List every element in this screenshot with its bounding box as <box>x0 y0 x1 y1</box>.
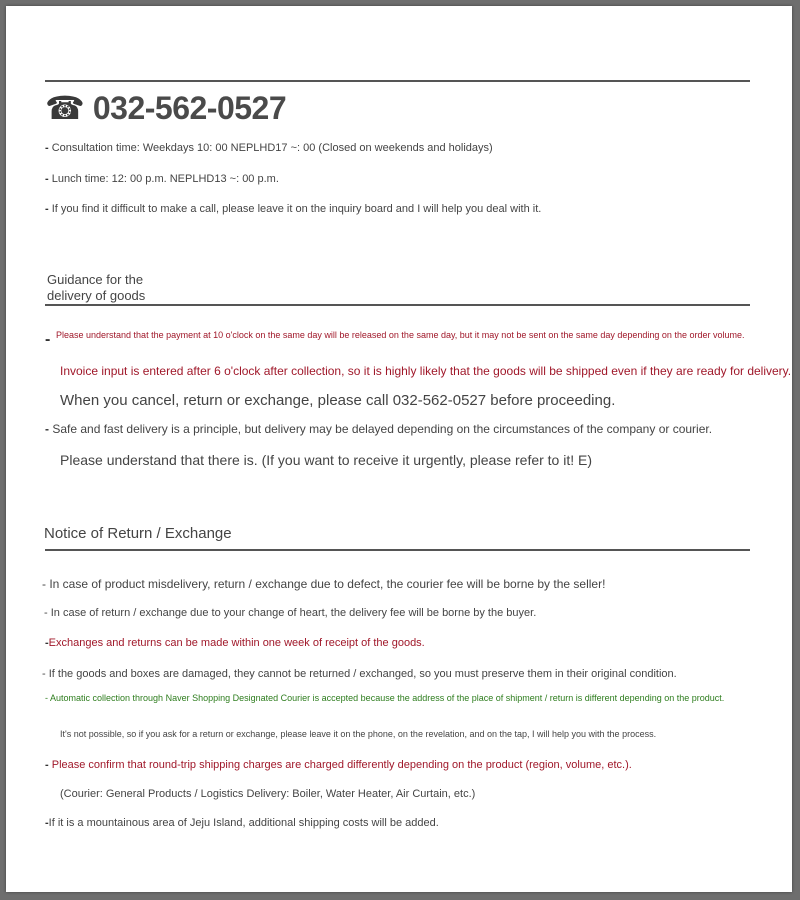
section-divider <box>45 304 750 306</box>
delivery-heading: Guidance for the delivery of goods <box>47 272 146 303</box>
returns-item: -If it is a mountainous area of Jeju Island, additional shipping costs will be added. <box>45 817 439 829</box>
section-divider <box>45 549 750 551</box>
returns-item: - Automatic collection through Naver Shopping Designated Courier is accepted because the address of the place of shipment / return is different depending on the product. <box>45 693 725 703</box>
delivery-item: When you cancel, return or exchange, please call 032-562-0527 before proceeding. <box>60 392 616 409</box>
returns-item: It's not possible, so if you ask for a return or exchange, please leave it on the phone, on the revelation, and on the tap, I will help you with the process. <box>60 729 657 739</box>
phone-number[interactable]: 032-562-0527 <box>92 89 287 126</box>
returns-item: - If the goods and boxes are damaged, they cannot be returned / exchanged, so you must preserve them in their original condition. <box>42 668 677 680</box>
delivery-item: Please understand that there is. (If you want to receive it urgently, please refer to it! E) <box>60 452 593 468</box>
returns-item: -Exchanges and returns can be made within one week of receipt of the goods. <box>45 637 425 649</box>
returns-heading: Notice of Return / Exchange <box>44 525 232 542</box>
phone-row <box>45 88 286 128</box>
contact-line: - If you find it difficult to make a call, please leave it on the inquiry board and I will help you deal with it. <box>45 203 542 215</box>
phone-icon: ☎ <box>45 89 85 127</box>
section-divider <box>45 80 750 82</box>
delivery-item: - Please understand that the payment at 10 o'clock on the same day will be released on the same day, but it may not be sent on the same day depending on the order volume. <box>45 330 745 348</box>
contact-line: - Lunch time: 12: 00 p.m. NEPLHD13 ~: 00 p.m. <box>45 173 279 185</box>
returns-item: (Courier: General Products / Logistics Delivery: Boiler, Water Heater, Air Curtain, etc.) <box>60 788 476 800</box>
contact-line: - Consultation time: Weekdays 10: 00 NEPLHD17 ~: 00 (Closed on weekends and holidays) <box>45 142 493 154</box>
returns-item: - In case of product misdelivery, return / exchange due to defect, the courier fee will be borne by the seller! <box>42 577 606 591</box>
returns-item: - In case of return / exchange due to your change of heart, the delivery fee will be borne by the buyer. <box>44 607 537 619</box>
delivery-item: - Safe and fast delivery is a principle, but delivery may be delayed depending on the circumstances of the company or courier. <box>45 422 713 436</box>
returns-item: - Please confirm that round-trip shipping charges are charged differently depending on the product (region, volume, etc.). <box>45 759 632 771</box>
delivery-item: Invoice input is entered after 6 o'clock after collection, so it is highly likely that the goods will be shipped even if they are ready for delivery. <box>60 364 792 378</box>
